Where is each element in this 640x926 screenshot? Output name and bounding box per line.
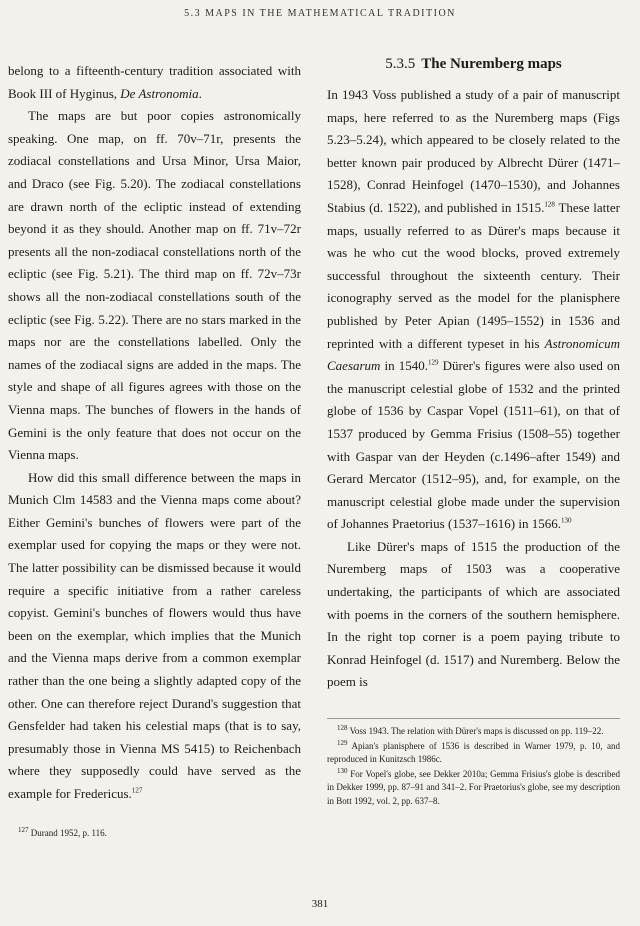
- text-run: in 1540.: [380, 358, 429, 374]
- footnotes-right: [327, 718, 620, 810]
- paragraph: [8, 105, 301, 467]
- footnote-left: [8, 827, 301, 840]
- text-run: belong to a fifteenth-century tradition associated with Book III of Hyginus,: [8, 63, 301, 101]
- footnote-ref: 129: [337, 738, 348, 747]
- text-run: Durand 1952, p. 116.: [28, 828, 107, 838]
- text-run: The maps are but poor copies astronomically speaking. One map, on ff. 70v–71r, presents the zodiacal constellations and Ursa Minor, Ursa Maior, and Draco (see Fig. 5.20). The zodiacal constellations are drawn north of the ecliptic instead of extending beyond it as they should. Another map on ff. 71v–72r presents all the non-zodiacal constellations north of the ecliptic (see Fig. 5.21). The third map on ff. 72v–73r shows all the non-zodiacal constellations south of the ecliptic (see Fig. 5.22). There are no stars marked in the maps nor are the constellations labelled. Only the names of the zodiacal signs are added in the maps. The style and shape of all figures agrees with those on the Vienna maps. The bunches of flowers in the hands of Gemini is the only feature that does not occur on the Vienna maps.: [8, 108, 301, 463]
- italic-title: Astronomicum Caesarum: [327, 335, 620, 374]
- footnote-ref: 130: [337, 766, 348, 775]
- footnote: [327, 725, 620, 739]
- paragraph: [327, 84, 620, 536]
- footnote-ref: 128: [544, 200, 555, 209]
- italic-title: De Astronomia: [120, 85, 199, 101]
- footnote: [327, 768, 620, 809]
- text-run: For Vopel's globe, see Dekker 2010a; Gemma Frisius's globe is described in Dekker 1999, pp. 87–91 and 341–2. For Praetorius's globe, see my description in Bott 1992, vol. 2, pp. 637–8.: [327, 768, 620, 806]
- text-run: .: [198, 85, 202, 101]
- text-run: How did this small difference between the maps in Munich Clm 14583 and the Vienna maps come about? Either Gemini's bunches of flowers were part of the exemplar used for copying the maps or they were not. The latter possibility can be dismissed because it would require a specific initiative from a rather careless copyist. Gemini's bunches of flowers would thus have been on the exemplar, which implies that the Munich and the Vienna maps derive from a common exemplar rather than the one being a slightly adapted copy of the other. One can therefore reject Durand's suggestion that Gensfelder had taken his celestial maps (that is to say, presumably those in Vienna MS 5415) to Reichenbach where they supposedly could have served as the example for Fredericus.: [8, 469, 301, 801]
- section-title: The Nuremberg maps: [421, 56, 562, 72]
- left-column: [8, 60, 301, 806]
- footnote-ref: 127: [131, 786, 143, 795]
- right-column: [327, 84, 620, 694]
- footnote-ref: 127: [18, 826, 29, 834]
- footnote-ref: 130: [560, 516, 572, 525]
- footnote: [8, 827, 301, 840]
- footnote-ref: 128: [337, 724, 348, 732]
- paragraph: [327, 536, 620, 694]
- paragraph: [8, 467, 301, 806]
- text-run: Voss 1943. The relation with Dürer's maps is discussed on pp. 119–22.: [347, 726, 604, 736]
- text-run: Dürer's figures were also used on the manuscript celestial globe of 1532 and the printed globe of 1536 by Caspar Vopel (1511–61), on that of 1537 produced by Gemma Frisius (1508–55) together with Gaspar van der Heyden (c.1496–after 1549) and Gerard Mercator (1512–95), and, for example, on the manuscript celestial globe made under the supervision of Johannes Praetorius (1537–1616) in 1566.: [327, 358, 620, 532]
- footnote: [327, 740, 620, 767]
- paragraph: [8, 60, 301, 105]
- text-run: These latter maps, usually referred to as Dürer's maps because it was he who cut the wood blocks, proved extremely successful throughout the sixteenth century. Their iconography served as the model for the planisphere published by Peter Apian (1495–1552) in 1536 and reprinted with a different typeset in his: [327, 199, 620, 351]
- section-number: 5.3.5: [385, 56, 416, 72]
- section-heading: [327, 56, 620, 73]
- footnote-ref: 129: [428, 358, 439, 367]
- text-run: Like Dürer's maps of 1515 the production of the Nuremberg maps of 1503 was a cooperative undertaking, the participants of which are associated with poems in the corners of the southern hemisphere. In the right top corner is a poem paying tribute to Konrad Heinfogel (d. 1517) and Nuremberg. Below the poem is: [327, 538, 620, 690]
- text-run: In 1943 Voss published a study of a pair of manuscript maps, here referred to as the Nuremberg maps (Figs 5.23–5.24), which appeared to be closely related to the better known pair produced by Albrecht Dürer (1471–1528), Conrad Heinfogel (1470–1530), and Johannes Stabius (d. 1522), and published in 1515.: [327, 87, 620, 215]
- running-head: 5.3 MAPS IN THE MATHEMATICAL TRADITION: [184, 8, 456, 19]
- page-number: 381: [311, 898, 329, 910]
- text-run: Apian's planisphere of 1536 is described in Warner 1979, p. 10, and reproduced in Kunitzsch 1986c.: [327, 740, 620, 765]
